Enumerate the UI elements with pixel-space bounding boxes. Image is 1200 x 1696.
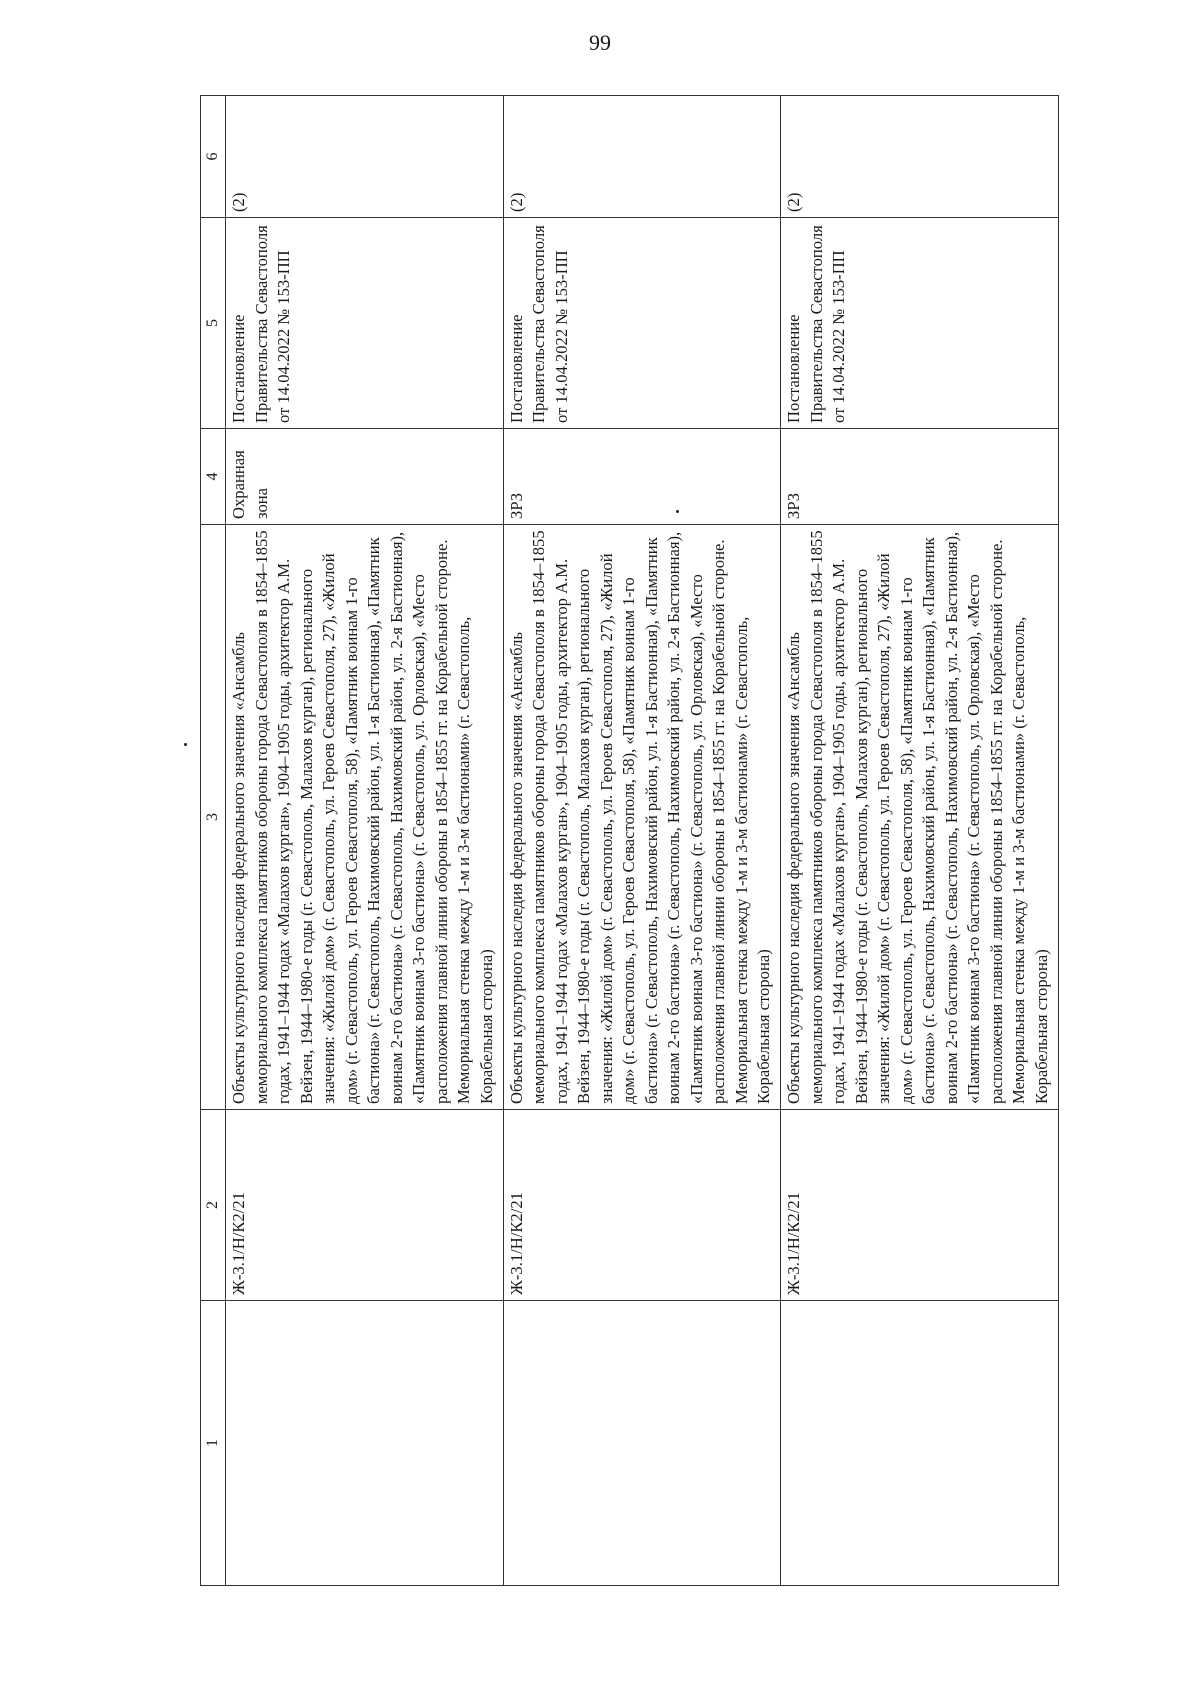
note-cell: (2) bbox=[503, 96, 781, 218]
resolution-cell: Постановление Правительства Севастополя от 14.04.2022 № 153-ПП bbox=[226, 218, 504, 429]
row-number-cell bbox=[781, 1301, 1059, 1586]
table-row bbox=[781, 96, 1059, 1586]
zone-type-cell: Охранная зона bbox=[226, 429, 504, 525]
heritage-description-cell: Объекты культурного наследия федерального значения «Ансамбль мемориального комплекса памятников обороны города Севастополя в 1854–1855 годах, 1941–1944 годах «Малахов курган», 1904–1905 годы, архитектор А.М. Вейзен, 1944–1980-е годы (г. Севастополь, Малахов курган), регионального значения: «Жилой дом» (г. Севастополь, ул. Героев Севастополя, 27), «Жилой дом» (г. Севастополь, ул. Героев Севастополя, 58), «Памятник воинам 1-го бастиона» (г. Севастополь, Нахимовский район, ул. 1-я Бастионная), «Памятник воинам 2-го бастиона» (г. Севастополь, Нахимовский район, ул. 2-я Бастионная), «Памятник воинам 3-го бастиона» (г. Севастополь, ул. Орловская), «Место расположения главной линии обороны в 1854–1855 гг. на Корабельной стороне. Мемориальная стенка между 1-м и 3-м бастионами» (г. Севастополь, Корабельная сторона) bbox=[503, 525, 781, 1110]
row-number-cell bbox=[226, 1301, 504, 1586]
note-cell: (2) bbox=[781, 96, 1059, 218]
heritage-description-cell: Объекты культурного наследия федерального значения «Ансамбль мемориального комплекса памятников обороны города Севастополя в 1854–1855 годах, 1941–1944 годах «Малахов курган», 1904–1905 годы, архитектор А.М. Вейзен, 1944–1980-е годы (г. Севастополь, Малахов курган), регионального значения: «Жилой дом» (г. Севастополь, ул. Героев Севастополя, 27), «Жилой дом» (г. Севастополь, ул. Героев Севастополя, 58), «Памятник воинам 1-го бастиона» (г. Севастополь, Нахимовский район, ул. 1-я Бастионная), «Памятник воинам 2-го бастиона» (г. Севастополь, Нахимовский район, ул. 2-я Бастионная), «Памятник воинам 3-го бастиона» (г. Севастополь, ул. Орловская), «Место расположения главной линии обороны в 1854–1855 гг. на Корабельной стороне. Мемориальная стенка между 1-м и 3-м бастионами» (г. Севастополь, Корабельная сторона) bbox=[781, 525, 1059, 1110]
resolution-cell: Постановление Правительства Севастополя от 14.04.2022 № 153-ПП bbox=[781, 218, 1059, 429]
header-cell-2: 2 bbox=[201, 1110, 226, 1301]
scan-speck bbox=[184, 743, 187, 746]
row-number-cell bbox=[503, 1301, 781, 1586]
note-cell: (2) bbox=[226, 96, 504, 218]
header-cell-6: 6 bbox=[201, 96, 226, 218]
zone-type-cell: ЗРЗ bbox=[503, 429, 781, 525]
zone-code-cell: Ж-3.1/Н/К2/21 bbox=[226, 1110, 504, 1301]
scan-speck bbox=[676, 510, 679, 513]
header-cell-4: 4 bbox=[201, 429, 226, 525]
resolution-cell: Постановление Правительства Севастополя от 14.04.2022 № 153-ПП bbox=[503, 218, 781, 429]
table-row bbox=[503, 96, 781, 1586]
table-header-row bbox=[201, 96, 226, 1586]
zone-type-cell: ЗРЗ bbox=[781, 429, 1059, 525]
header-cell-1: 1 bbox=[201, 1301, 226, 1586]
rotated-table-wrapper bbox=[200, 96, 1059, 1586]
zone-code-cell: Ж-3.1/Н/К2/21 bbox=[781, 1110, 1059, 1301]
header-cell-3: 3 bbox=[201, 525, 226, 1110]
page-number: 99 bbox=[589, 30, 611, 55]
header-cell-5: 5 bbox=[201, 218, 226, 429]
zone-code-cell: Ж-3.1/Н/К2/21 bbox=[503, 1110, 781, 1301]
heritage-description-cell: Объекты культурного наследия федерального значения «Ансамбль мемориального комплекса памятников обороны города Севастополя в 1854–1855 годах, 1941–1944 годах «Малахов курган», 1904–1905 годы, архитектор А.М. Вейзен, 1944–1980-е годы (г. Севастополь, Малахов курган), регионального значения: «Жилой дом» (г. Севастополь, ул. Героев Севастополя, 27), «Жилой дом» (г. Севастополь, ул. Героев Севастополя, 58), «Памятник воинам 1-го бастиона» (г. Севастополь, Нахимовский район, ул. 1-я Бастионная), «Памятник воинам 2-го бастиона» (г. Севастополь, Нахимовский район, ул. 2-я Бастионная), «Памятник воинам 3-го бастиона» (г. Севастополь, ул. Орловская), «Место расположения главной линии обороны в 1854–1855 гг. на Корабельной стороне. Мемориальная стенка между 1-м и 3-м бастионами» (г. Севастополь, Корабельная сторона) bbox=[226, 525, 504, 1110]
heritage-table bbox=[200, 95, 1059, 1586]
table-row bbox=[226, 96, 504, 1586]
